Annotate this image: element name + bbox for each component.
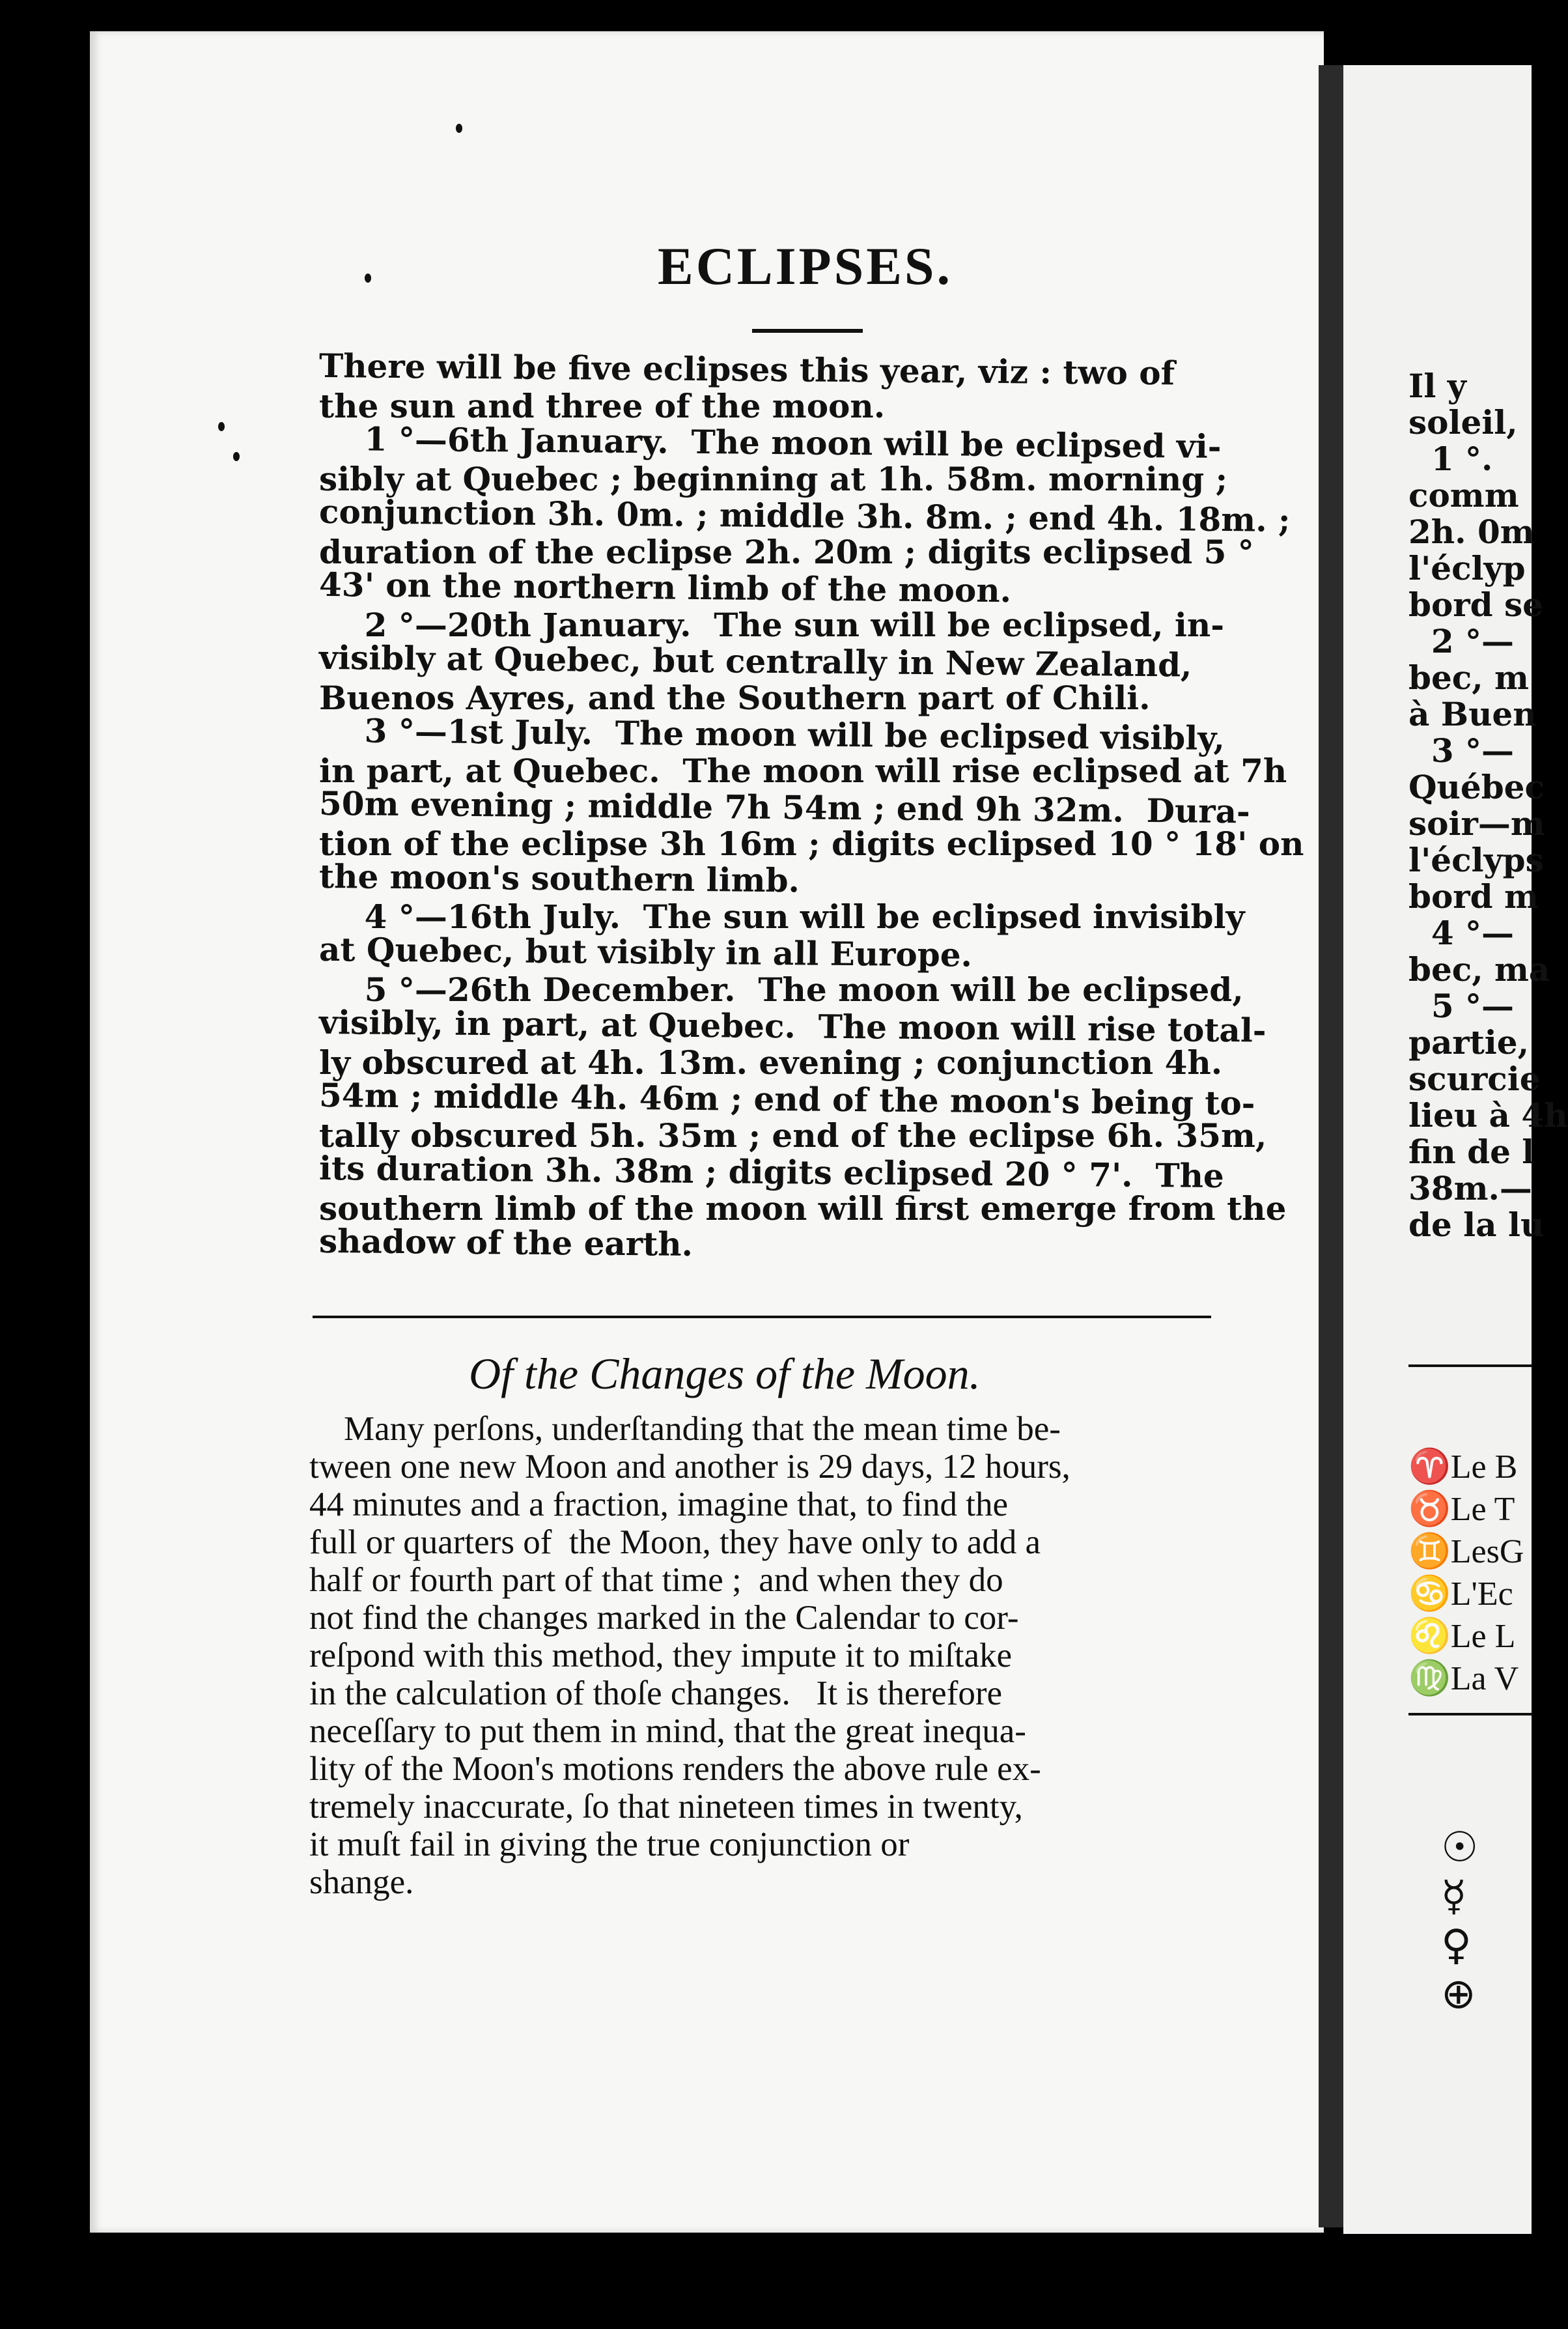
text-line: 3 °— [1408, 731, 1515, 770]
text-line: in the calculation of thoſe changes. It is therefore [309, 1674, 1003, 1712]
right-page-eclipse-text [1408, 368, 1568, 1243]
text-line: bec, ma [1408, 950, 1550, 989]
zodiac-entry: ♉Le T [1408, 1491, 1515, 1528]
text-line: fin de l [1408, 1133, 1535, 1171]
right-page-rule [1408, 1364, 1532, 1367]
page-gutter [1319, 65, 1343, 2227]
zodiac-entry: ♈Le B [1408, 1448, 1518, 1486]
text-line: 44 minutes and a fraction, imagine that, to find the [309, 1486, 1008, 1523]
text-line: bord m [1408, 877, 1539, 916]
planet-symbol-icon: ☿ [1441, 1872, 1467, 1921]
eclipses-text [318, 346, 1304, 1263]
text-line: 3 °—1st July. The moon will be eclipsed visibly, [318, 711, 1225, 758]
text-line: ly obscured at 4h. 13m. evening ; conjunction 4h. [319, 1043, 1223, 1082]
title-rule [752, 329, 863, 333]
text-line: Il y [1408, 367, 1466, 405]
right-page-zodiac-list [1408, 1446, 1524, 1700]
right-page [1343, 65, 1568, 2234]
zodiac-entry: ♍La V [1408, 1660, 1519, 1697]
text-line: in part, at Quebec. The moon will rise eclipsed at 7h [319, 752, 1287, 790]
text-line: bord se [1408, 586, 1543, 624]
text-line: soleil, [1408, 403, 1518, 442]
text-line: southern limb of the moon will first emerge from the [319, 1189, 1287, 1228]
text-line: 2 °—20th January. The sun will be eclipsed, in- [319, 606, 1224, 644]
text-line: soir—m [1408, 804, 1545, 843]
text-line: There will be five eclipses this year, viz : two of [318, 346, 1175, 393]
ink-speck [233, 452, 240, 461]
text-line: l'éclyp [1408, 549, 1526, 587]
zodiac-entry: ♋L'Ec [1408, 1575, 1513, 1613]
text-line: 2 °— [1408, 622, 1515, 660]
text-line: lieu à 4h [1408, 1096, 1568, 1135]
text-line: at Quebec, but visibly in all Europe. [318, 929, 973, 974]
text-line: 43' on the northern limb of the moon. [318, 565, 1012, 610]
text-line: tremely inaccurate, ſo that nineteen times in twenty, [309, 1788, 1023, 1826]
text-line: visibly at Quebec, but centrally in New Zealand, [318, 638, 1192, 685]
text-line: conjunction 3h. 0m. ; middle 3h. 8m. ; end 4h. 18m. ; [318, 492, 1291, 539]
text-line: reſpond with this method, they impute it to miſtake [309, 1637, 1012, 1674]
text-line: scurcie [1408, 1060, 1541, 1098]
zodiac-entry: ♊LesG [1408, 1533, 1524, 1570]
ink-speck [365, 274, 371, 283]
section-heading: Of the Changes of the Moon. [469, 1349, 981, 1398]
moon-changes-text [309, 1410, 1221, 1901]
text-line: duration of the eclipse 2h. 20m ; digits eclipsed 5 ° [319, 533, 1254, 571]
page-title: ECLIPSES. [658, 236, 953, 296]
text-line: tion of the eclipse 3h 16m ; digits eclipsed 10 ° 18' on [319, 825, 1304, 863]
planet-symbol-icon: ♀ [1441, 1921, 1472, 1969]
text-line: 54m ; middle 4h. 46m ; end of the moon's being to- [318, 1075, 1255, 1123]
zodiac-entry: ♌Le L [1408, 1618, 1516, 1655]
text-line: its duration 3h. 38m ; digits eclipsed 20 ° 7'. The [318, 1148, 1225, 1196]
text-line: 2h. 0m [1408, 513, 1535, 551]
text-line: Québec [1408, 768, 1545, 806]
text-line: 5 °— [1408, 987, 1515, 1025]
text-line: 5 °—26th December. The moon will be eclipsed, [319, 970, 1244, 1009]
planet-symbol-icon: ☉ [1441, 1824, 1479, 1872]
text-line: Buenos Ayres, and the Southern part of Chili. [319, 679, 1151, 717]
ink-speck [218, 422, 225, 431]
text-line: neceſſary to put them in mind, that the great inequa- [309, 1712, 1026, 1750]
text-line: Many perſons, underſtanding that the mean time be- [309, 1410, 1061, 1448]
right-page-rule-2 [1408, 1713, 1532, 1715]
text-line: lity of the Moon's motions renders the above rule ex- [309, 1750, 1041, 1788]
text-line: visibly, in part, at Quebec. The moon will rise total- [318, 1002, 1267, 1050]
text-line: not find the changes marked in the Calendar to cor- [309, 1599, 1019, 1637]
section-divider [313, 1316, 1211, 1318]
text-line: bec, m [1408, 658, 1529, 697]
text-line: full or quarters of the Moon, they have only to add a [309, 1523, 1041, 1561]
text-line: l'éclyps [1408, 841, 1544, 879]
text-line: partie, [1408, 1023, 1530, 1062]
text-line: shadow of the earth. [318, 1221, 693, 1263]
text-line: 4 °—16th July. The sun will be eclipsed invisibly [319, 897, 1245, 936]
text-line: tally obscured 5h. 35m ; end of the eclipse 6h. 35m, [319, 1116, 1267, 1155]
ink-speck [456, 124, 462, 133]
text-line: 1 °—6th January. The moon will be eclipsed vi- [318, 419, 1222, 466]
text-line: tween one new Moon and another is 29 days, 12 hours, [309, 1448, 1071, 1486]
text-line: sibly at Quebec ; beginning at 1h. 58m. morning ; [319, 460, 1228, 498]
text-line: de la lu [1408, 1206, 1545, 1244]
text-line: 4 °— [1408, 914, 1515, 952]
text-line: the sun and three of the moon. [319, 387, 886, 425]
text-line: 38m.— [1408, 1169, 1532, 1207]
text-line: à Buen [1408, 695, 1537, 733]
text-line: it muſt fail in giving the true conjunction or [309, 1826, 910, 1863]
text-line: half or fourth part of that time ; and when they do [309, 1561, 1003, 1599]
text-line: 50m evening ; middle 7h 54m ; end 9h 32m. Dura- [318, 783, 1251, 831]
text-line: the moon's southern limb. [318, 856, 800, 900]
text-line: shange. [309, 1863, 414, 1901]
text-line: comm [1408, 476, 1519, 515]
planet-symbol-icon: ⊕ [1441, 1970, 1476, 2018]
text-line: 1 °. [1408, 440, 1493, 478]
right-page-planet-symbols [1441, 1824, 1478, 2019]
